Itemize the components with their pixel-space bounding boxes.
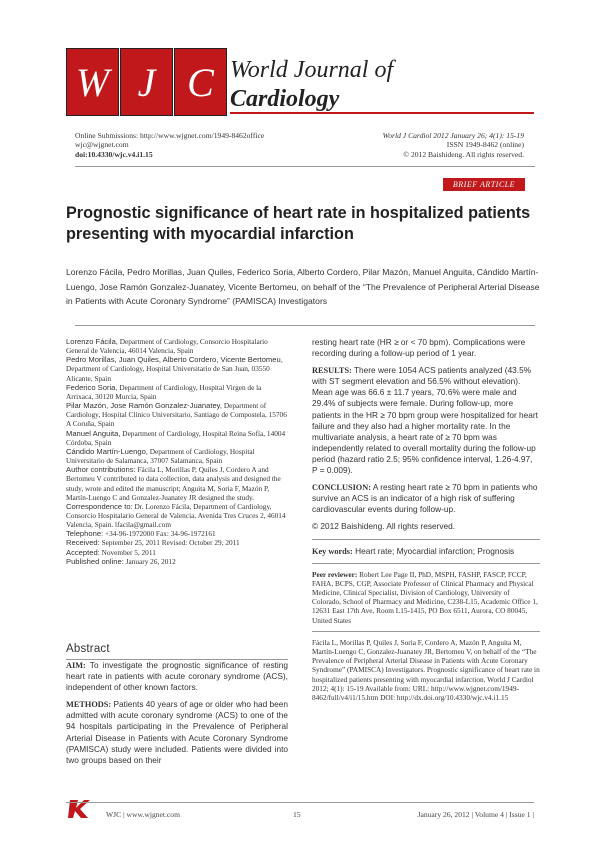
affiliations <box>66 337 288 566</box>
issn: ISSN 1949-8462 (online) <box>446 140 524 150</box>
results-label: RESULTS: <box>312 366 352 376</box>
affiliation-item <box>66 502 288 529</box>
keywords <box>312 546 540 557</box>
affiliation-text: November 5, 2011 <box>99 547 156 557</box>
conclusion-label: CONCLUSION: <box>312 483 372 493</box>
affiliation-name: Accepted: <box>66 547 100 557</box>
keywords-label: Key words: <box>312 546 353 556</box>
peer-reviewer <box>312 570 540 625</box>
citation: World J Cardiol 2012 January 26; 4(1): 15-19 <box>382 131 524 140</box>
affiliation-text: Department of Cardiology, Consorcio Hospitalario General de Valencia, 46014 Valencia, Spain <box>66 337 268 356</box>
affiliation-item <box>66 337 288 355</box>
affiliation-name: Lorenzo Fácila, <box>66 337 118 346</box>
authors-divider <box>75 325 535 326</box>
affiliation-name: Author contributions: <box>66 465 136 475</box>
affiliation-text: +34-96-1972000 Fax: 34-96-1972161 <box>103 529 216 539</box>
affiliation-name: Received: <box>66 538 100 548</box>
affiliation-name: Correspondence to: <box>66 501 133 511</box>
affiliation-name: Pedro Morillas, Juan Quiles, Alberto Cordero, Vicente Bertomeu, <box>66 355 283 365</box>
journal-title-line2: Cardiology <box>230 86 340 112</box>
affiliation-text: January 26, 2012 <box>123 556 176 566</box>
affiliation-name: Published online: <box>66 556 124 566</box>
affiliation-item <box>66 465 288 502</box>
affiliation-item <box>66 548 288 557</box>
logo-letter-c: C <box>174 48 227 116</box>
keywords-divider-bottom <box>312 563 540 564</box>
affiliation-item <box>66 557 288 566</box>
peer-divider <box>312 631 540 632</box>
peer-label: Peer reviewer: <box>312 569 358 579</box>
article-title: Prognostic significance of heart rate in hospitalized patients presenting with myocardial infarction <box>66 204 531 243</box>
author-list: Lorenzo Fácila, Pedro Morillas, Juan Quiles, Federico Soria, Alberto Cordero, Pilar Mazón, Manuel Anguita, Cándido Martín-Luengo, Jose Ramón Gonzalez-Juanatey, Vicente Bertomeu, on behalf of the “The Prevalence of Peripheral Arterial Disease in Patients with Acute Coronary Syndrome” (PAMISCA) Investigators <box>66 267 540 307</box>
affiliation-item <box>66 383 288 401</box>
email-link[interactable]: wjc@wjgnet.com <box>75 140 129 150</box>
abstract-conclusion <box>312 482 540 515</box>
logo-letter-w: W <box>66 48 119 116</box>
abstract-left <box>66 660 288 772</box>
affiliation-text: Department of Cardiology, Hospital Universitario de Salamanca, 37007 Salamanca, Spain <box>66 446 255 466</box>
affiliation-item <box>66 538 288 547</box>
aim-label: AIM: <box>66 661 86 670</box>
citation-block: Fácila L, Morillas P, Quiles J, Soria F, Cordero A, Mazón P, Anguita M, Martín-Luengo C, Gonzalez-Juanatey JR, Bertomeu V, on behalf of the “The Prevalence of Peripheral Arterial Disease in Patients with Acute Coronary Syndrome” (PAMISCA) Investigators. Prognostic significance of heart rate in hospitalized patients presenting with myocardial infarction. World J Cardiol 2012; 4(1): 15-19 Available from: URL: http://www.wjgnet.com/1949-8462/full/v4/i1/15.htm DOI: http://dx.doi.org/10.4330/wjc.v4.i1.15 <box>312 637 540 703</box>
affiliation-text: Fácila L, Morillas P, Quiles J, Cordero A and Bertomeu V contributed to data collection, data analysis and designed the study, wrote and edited the manuscript; Anguita M, Soria F, Mazón P, Martín-Luengo C and Gonzalez-Juanatey JR designed the study. <box>66 465 281 502</box>
affiliation-item <box>66 355 288 382</box>
footer-journal-url[interactable]: WJC | www.wjgnet.com <box>106 810 181 819</box>
affiliation-name: Telephone: <box>66 529 104 539</box>
online-submissions-link[interactable]: Online Submissions: http://www.wjgnet.com/1949-8462office <box>75 131 265 140</box>
meta-divider <box>75 166 535 167</box>
aim-text: To investigate the prognostic significance of resting heart rate in patients with acute coronary syndrome (ACS), independent of other known factors. <box>66 660 288 693</box>
citation-info <box>383 131 524 159</box>
logo-letter-j: J <box>120 48 173 116</box>
abstract-methods <box>66 699 288 766</box>
abstract-aim <box>66 660 288 693</box>
abstract-heading: Abstract <box>66 643 110 655</box>
affiliation-name: Federico Soria, <box>66 382 118 392</box>
affiliation-item <box>66 429 288 447</box>
affiliation-item <box>66 447 288 465</box>
keywords-text: Heart rate; Myocardial infarction; Prognosis <box>352 545 515 556</box>
affiliation-name: Pilar Mazón, Jose Ramón Gonzalez-Juanatey, <box>66 401 223 411</box>
journal-logo <box>66 48 228 116</box>
affiliation-name: Cándido Martín-Luengo, <box>66 446 148 456</box>
submission-info <box>75 131 264 159</box>
footer-divider <box>66 802 534 803</box>
affiliation-text: Dr. Lorenzo Fácila, Department of Cardiology, Consorcio Hospitalario General de Valencia, Avenida Tres Cruces 2, 46014 Valencia, Spain. lfacila@gmail.com <box>66 501 286 530</box>
methods-label: METHODS: <box>66 700 112 710</box>
header-divider <box>230 112 534 114</box>
right-column <box>312 337 540 708</box>
affiliation-text: Department of Cardiology, Hospital Virgen de la Arrixaca, 30120 Murcia, Spain <box>66 382 262 401</box>
affiliation-name: Manuel Anguita, <box>66 428 121 438</box>
page-number: 15 <box>293 810 301 819</box>
journal-title-line1: World Journal of <box>230 57 394 83</box>
conclusion-text: A resting heart rate ≥ 70 bpm in patients who survive an ACS is an indicator of a high risk of suffering cardiovascular events during follow-up. <box>312 482 538 515</box>
publisher-logo-icon <box>66 796 92 822</box>
peer-text: Robert Lee Page II, PhD, MSPH, FASHP, FASCP, FCCP, FAHA, BCPS, CGP, Associate Professor of Clinical Pharmacy and Physical Medicine, Clinical Specialist, Division of Cardiology, University of Colorado, School of Pharmacy and Medicine, C238-L15, Academic Office 1, 12631 East 17th Ave, Room L15-1415, PO Box 6511, Aurora, CO 80045, United States <box>312 569 538 625</box>
affiliation-item <box>66 529 288 538</box>
methods-continued: resting heart rate (HR ≥ or < 70 bpm). Complications were recording during a follow-up period of 1 year. <box>312 337 526 359</box>
section-label: BRIEF ARTICLE <box>443 178 525 191</box>
doi: doi:10.4330/wjc.v4.i1.15 <box>75 149 153 159</box>
journal-title <box>230 56 393 114</box>
results-text: There were 1054 ACS patients analyzed (43.5% with ST segment elevation and 56.5% without elevation). Mean age was 66.6 ± 11.7 years, 70.6% were male and 29.4% of subjects were female. During follow-up, more patients in the HR ≥ 70 bpm group were hospitalized for heart failure and they also had a higher mortality rate. In the multivariate analysis, a heart rate of ≥ 70 bpm was independently related to overall mortality during the follow-up period (hazard ratio 2.5; 95% confidence interval, 1.26-4.97, P = 0.009). <box>312 365 538 476</box>
affiliation-text: Department of Cardiology, Hospital Reina Sofía, 14004 Córdoba, Spain <box>66 428 286 447</box>
issue-info: January 26, 2012 | Volume 4 | Issue 1 | <box>417 810 534 819</box>
keywords-divider-top <box>312 539 540 540</box>
affiliation-text: September 25, 2011 Revised: October 29, 2011 <box>99 538 240 548</box>
abstract-results <box>312 365 540 476</box>
affiliation-text: Department of Cardiology, Hospital Universitario de San Juan, 03550 Alicante, Spain <box>66 364 270 383</box>
affiliation-text: Department of Cardiology, Hospital Clínico Universitario, Santiago de Compostela, 15706 A Coruña, Spain <box>66 401 287 429</box>
copyright-header: © 2012 Baishideng. All rights reserved. <box>403 149 524 159</box>
affiliation-item <box>66 401 288 428</box>
abstract-copyright: © 2012 Baishideng. All rights reserved. <box>312 521 456 532</box>
methods-text: Patients 40 years of age or older who had been admitted with acute coronary syndrome (ACS) to one of the 94 hospitals participating in the Prevalence of Peripheral Arterial Disease in Patients with Acute Coronary Syndrome (PAMISCA) study were included. Patients were divided into two groups based on their <box>66 699 288 765</box>
